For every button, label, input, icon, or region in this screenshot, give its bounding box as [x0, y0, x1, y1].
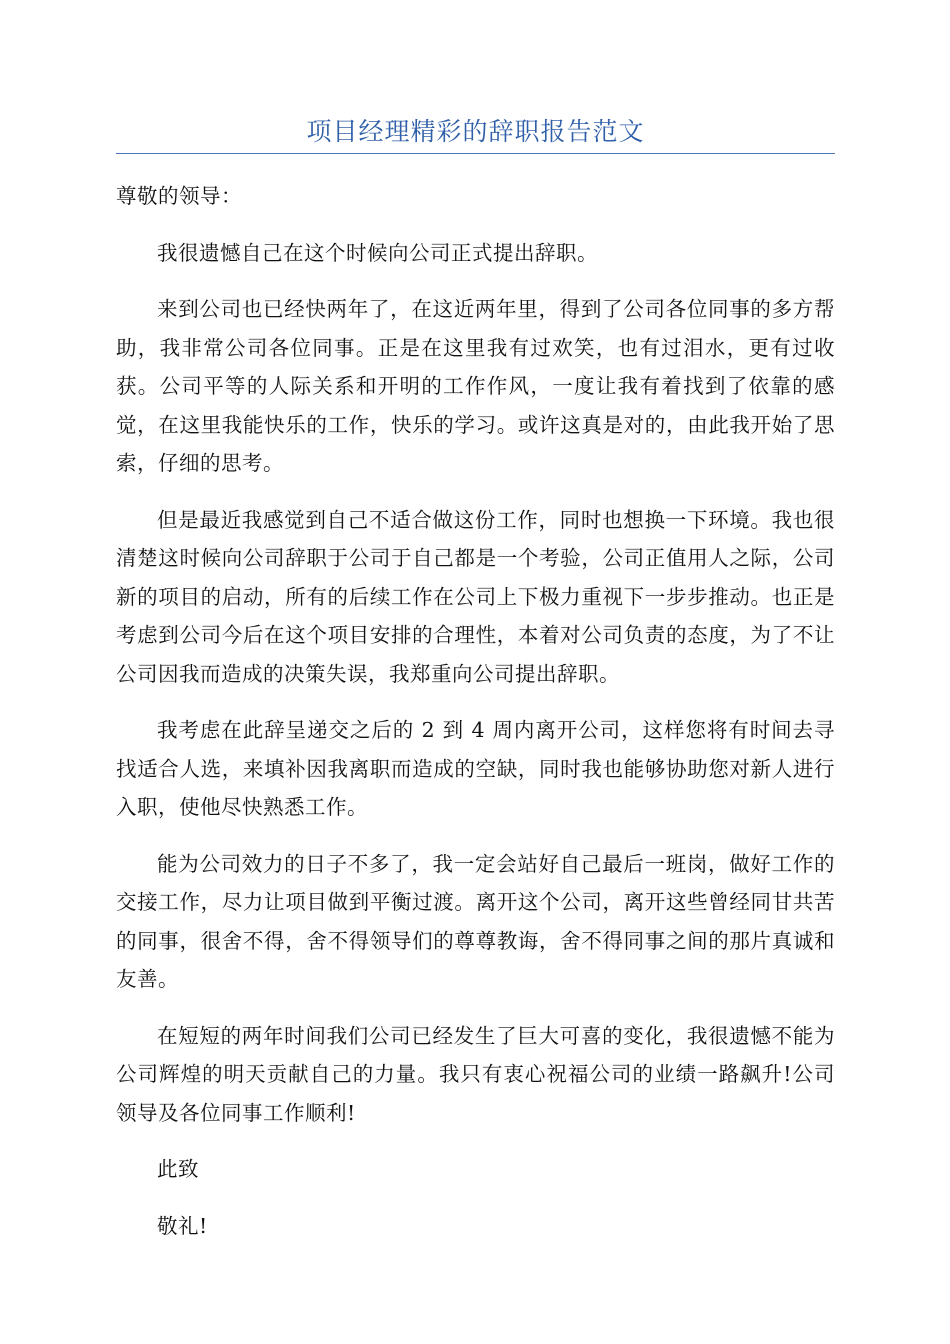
document-title: 项目经理精彩的辞职报告范文	[306, 117, 645, 146]
paragraph-6: 在短短的两年时间我们公司已经发生了巨大可喜的变化，我很遗憾不能为公司辉煌的明天贡献自己的力量。我只有衷心祝福公司的业绩一路飙升!公司领导及各位同事工作顺利!	[116, 1023, 835, 1125]
paragraph-3: 但是最近我感觉到自己不适合做这份工作，同时也想换一下环境。我也很清楚这时候向公司辞职于公司于自己都是一个考验，公司正值用人之际，公司新的项目的启动，所有的后续工作在公司上下极力重视下一步步推动。也正是考虑到公司今后在这个项目安排的合理性，本着对公司负责的态度，为了不让公司因我而造成的决策失误，我郑重向公司提出辞职。	[116, 507, 835, 686]
document-body	[116, 177, 835, 1263]
salutation: 尊敬的领导：	[116, 184, 242, 208]
paragraph-2: 来到公司也已经快两年了，在这近两年里，得到了公司各位同事的多方帮助，我非常公司各位同事。正是在这里我有过欢笑，也有过泪水，更有过收获。公司平等的人际关系和开明的工作作风，一度让我有着找到了依靠的感觉，在这里我能快乐的工作，快乐的学习。或许这真是对的，由此我开始了思索，仔细的思考。	[116, 297, 835, 475]
closing-line-1: 此致	[157, 1157, 199, 1181]
title-underline	[116, 153, 835, 154]
paragraph-5: 能为公司效力的日子不多了，我一定会站好自己最后一班岗，做好工作的交接工作，尽力让项目做到平衡过渡。离开这个公司，离开这些曾经同甘共苦的同事，很舍不得，舍不得领导们的尊尊教诲，舍不得同事之间的那片真诚和友善。	[116, 851, 835, 991]
paragraph-1: 我很遗憾自己在这个时候向公司正式提出辞职。	[157, 240, 598, 265]
closing-line-2: 敬礼!	[157, 1213, 208, 1238]
paragraph-4: 我考虑在此辞呈递交之后的 2 到 4 周内离开公司，这样您将有时间去寻找适合人选，来填补因我离职而造成的空缺，同时我也能够协助您对新人进行入职，使他尽快熟悉工作。	[116, 718, 835, 819]
